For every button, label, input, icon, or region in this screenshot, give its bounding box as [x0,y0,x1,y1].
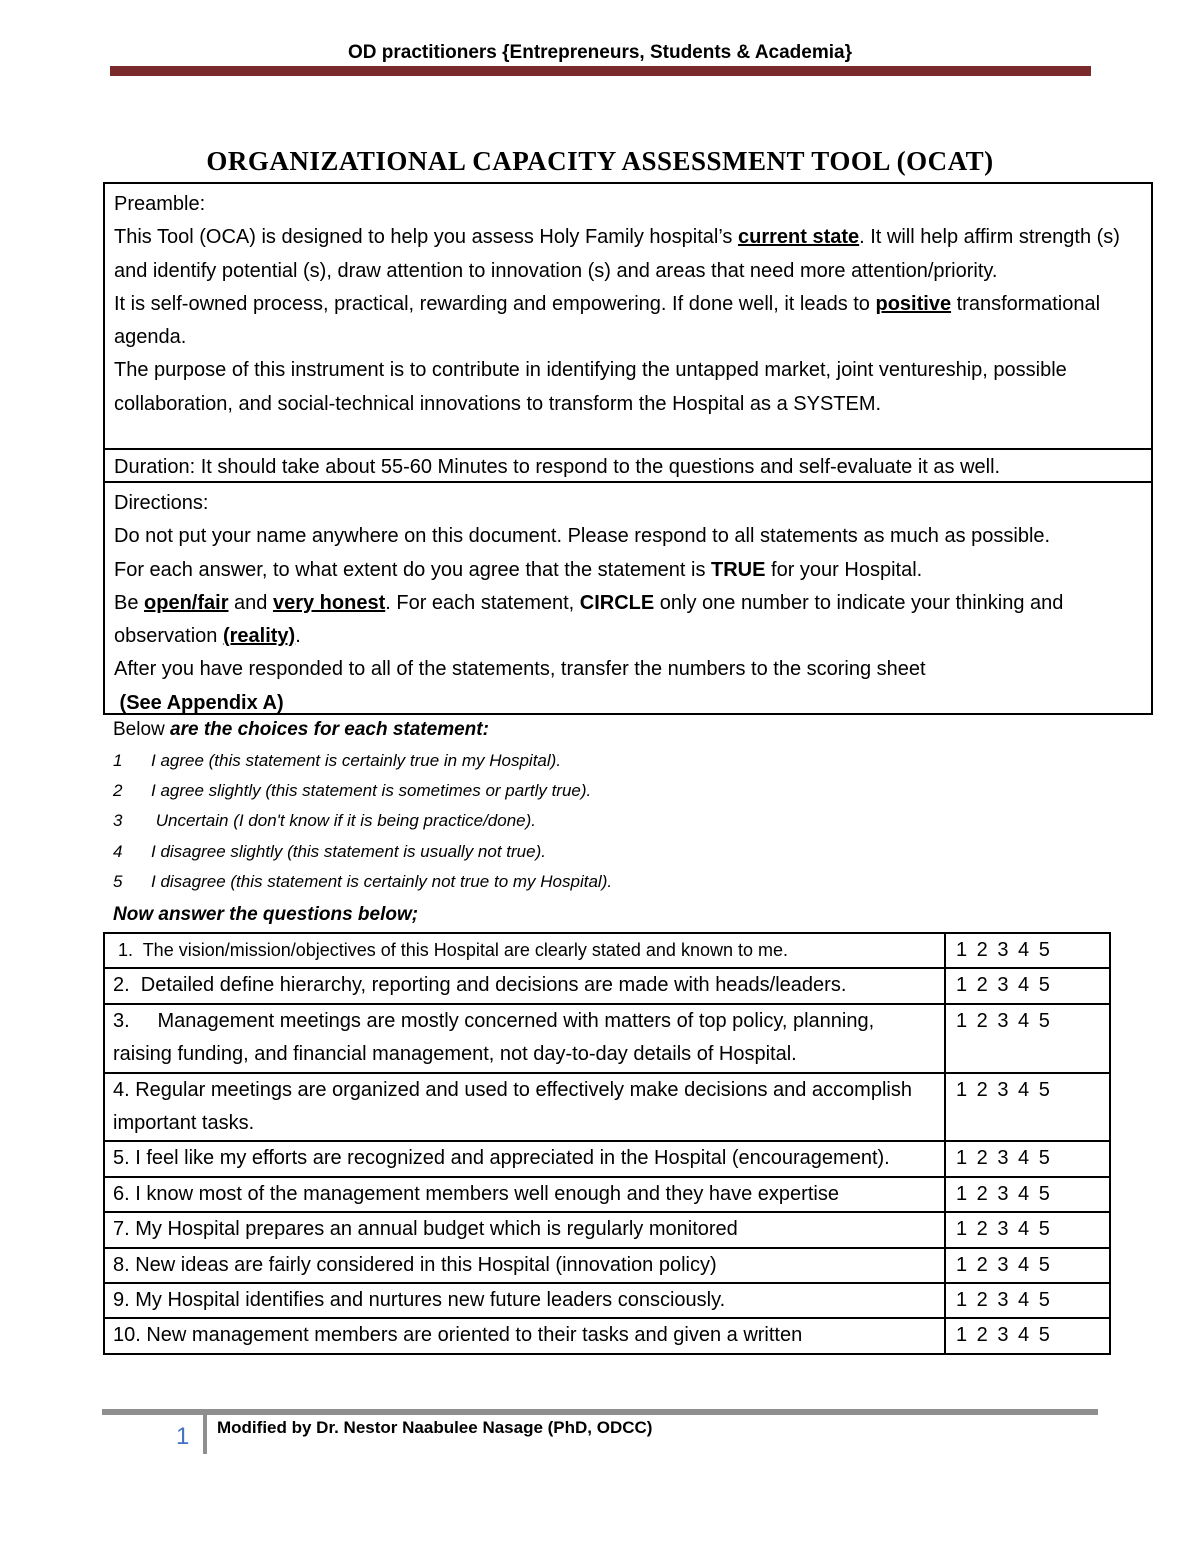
table-row [104,1283,1110,1318]
questions-table [103,932,1111,1355]
table-row [104,1177,1110,1212]
appendix-reference: (See Appendix A) [114,691,284,714]
direction-3: Be open/fair and very honest. For each statement, CIRCLE only one number to indicate your thinking and observation (reality). [114,591,1064,648]
choice-item: 3 Uncertain (I don't know if it is being practice/done). [113,811,536,831]
current-state-emphasis: current state [737,226,860,249]
rating-scale[interactable]: 1 2 3 4 5 [945,1004,1110,1073]
table-row [104,1248,1110,1283]
rating-scale[interactable]: 1 2 3 4 5 [945,1212,1110,1247]
preamble-paragraph-3: The purpose of this instrument is to contribute in identifying the untapped market, joint ventureship, possible collaboration, and social-technical innovations to transform the Hospital as a SYSTEM. [114,359,1067,415]
table-row [104,1141,1110,1176]
table-row [104,1212,1110,1247]
table-row [104,1004,1110,1073]
rating-scale[interactable]: 1 2 3 4 5 [945,1248,1110,1283]
choice-item: 5 I disagree (this statement is certainly not true to my Hospital). [113,871,613,891]
duration-box [103,448,1153,483]
question-text: 3. Management meetings are mostly concerned with matters of top policy, planning, raising funding, and financial management, not day-to-day details of Hospital. [104,1004,945,1073]
question-text: 1. The vision/mission/objectives of this Hospital are clearly stated and known to me. [104,933,945,968]
question-text: 8. New ideas are fairly considered in this Hospital (innovation policy) [104,1248,945,1283]
footer-divider [203,1414,207,1454]
preamble-paragraph-1: This Tool (OCA) is designed to help you assess Holy Family hospital’s current state. It will help affirm strength (s) and identify potential (s), draw attention to innovation (s) and areas that need more attention/priority. [114,226,1120,282]
rating-scale[interactable]: 1 2 3 4 5 [945,1141,1110,1176]
preamble-heading: Preamble: [114,193,206,215]
running-header: OD practitioners {Entrepreneurs, Students & Academia} [348,42,852,63]
choice-item: 4 I disagree slightly (this statement is usually not true). [113,841,546,861]
instructions-now: Now answer the questions below; [113,903,419,925]
question-text: 2. Detailed define hierarchy, reporting and decisions are made with heads/leaders. [104,968,945,1003]
question-text: 10. New management members are oriented to their tasks and given a written [104,1318,945,1353]
table-row [104,968,1110,1003]
choice-item: 2 I agree slightly (this statement is sometimes or partly true). [113,781,592,801]
document-title: ORGANIZATIONAL CAPACITY ASSESSMENT TOOL (OCAT) [206,146,994,176]
rating-scale[interactable]: 1 2 3 4 5 [945,1177,1110,1212]
rating-scale[interactable]: 1 2 3 4 5 [945,933,1110,968]
direction-1: Do not put your name anywhere on this document. Please respond to all statements as much as possible. [114,525,1051,548]
page-number: 1 [176,1423,190,1450]
footer-rule [102,1409,1098,1415]
preamble-paragraph-2: It is self-owned process, practical, rewarding and empowering. If done well, it leads to positive transformational agenda. [114,292,1101,349]
duration-text: Duration: It should take about 55-60 Minutes to respond to the questions and self-evaluate it as well. [114,456,1001,478]
table-row [104,1318,1110,1353]
table-row [104,1073,1110,1142]
table-row [104,933,1110,968]
choices-section [113,714,1113,931]
footer-credit: Modified by Dr. Nestor Naabulee Nasage (PhD, ODCC) [217,1418,653,1437]
rating-scale[interactable]: 1 2 3 4 5 [945,968,1110,1003]
rating-scale[interactable]: 1 2 3 4 5 [945,1318,1110,1353]
question-text: 4. Regular meetings are organized and used to effectively make decisions and accomplish important tasks. [104,1073,945,1142]
question-text: 7. My Hospital prepares an annual budget which is regularly monitored [104,1212,945,1247]
question-text: 9. My Hospital identifies and nurtures new future leaders consciously. [104,1283,945,1318]
directions-box [103,481,1153,715]
rating-scale[interactable]: 1 2 3 4 5 [945,1283,1110,1318]
directions-heading: Directions: [114,492,209,514]
choice-item: 1 I agree (this statement is certainly true in my Hospital). [113,751,562,770]
question-text: 5. I feel like my efforts are recognized and appreciated in the Hospital (encouragement). [104,1141,945,1176]
positive-emphasis: positive [875,292,952,315]
header-rule [110,66,1091,76]
choices-intro: Below are the choices for each statement: [113,719,489,740]
preamble-box [103,182,1153,450]
question-text: 6. I know most of the management members well enough and they have expertise [104,1177,945,1212]
direction-2: For each answer, to what extent do you agree that the statement is TRUE for your Hospital. [114,558,923,581]
rating-scale[interactable]: 1 2 3 4 5 [945,1073,1110,1142]
direction-4: After you have responded to all of the statements, transfer the numbers to the scoring sheet [114,658,926,681]
